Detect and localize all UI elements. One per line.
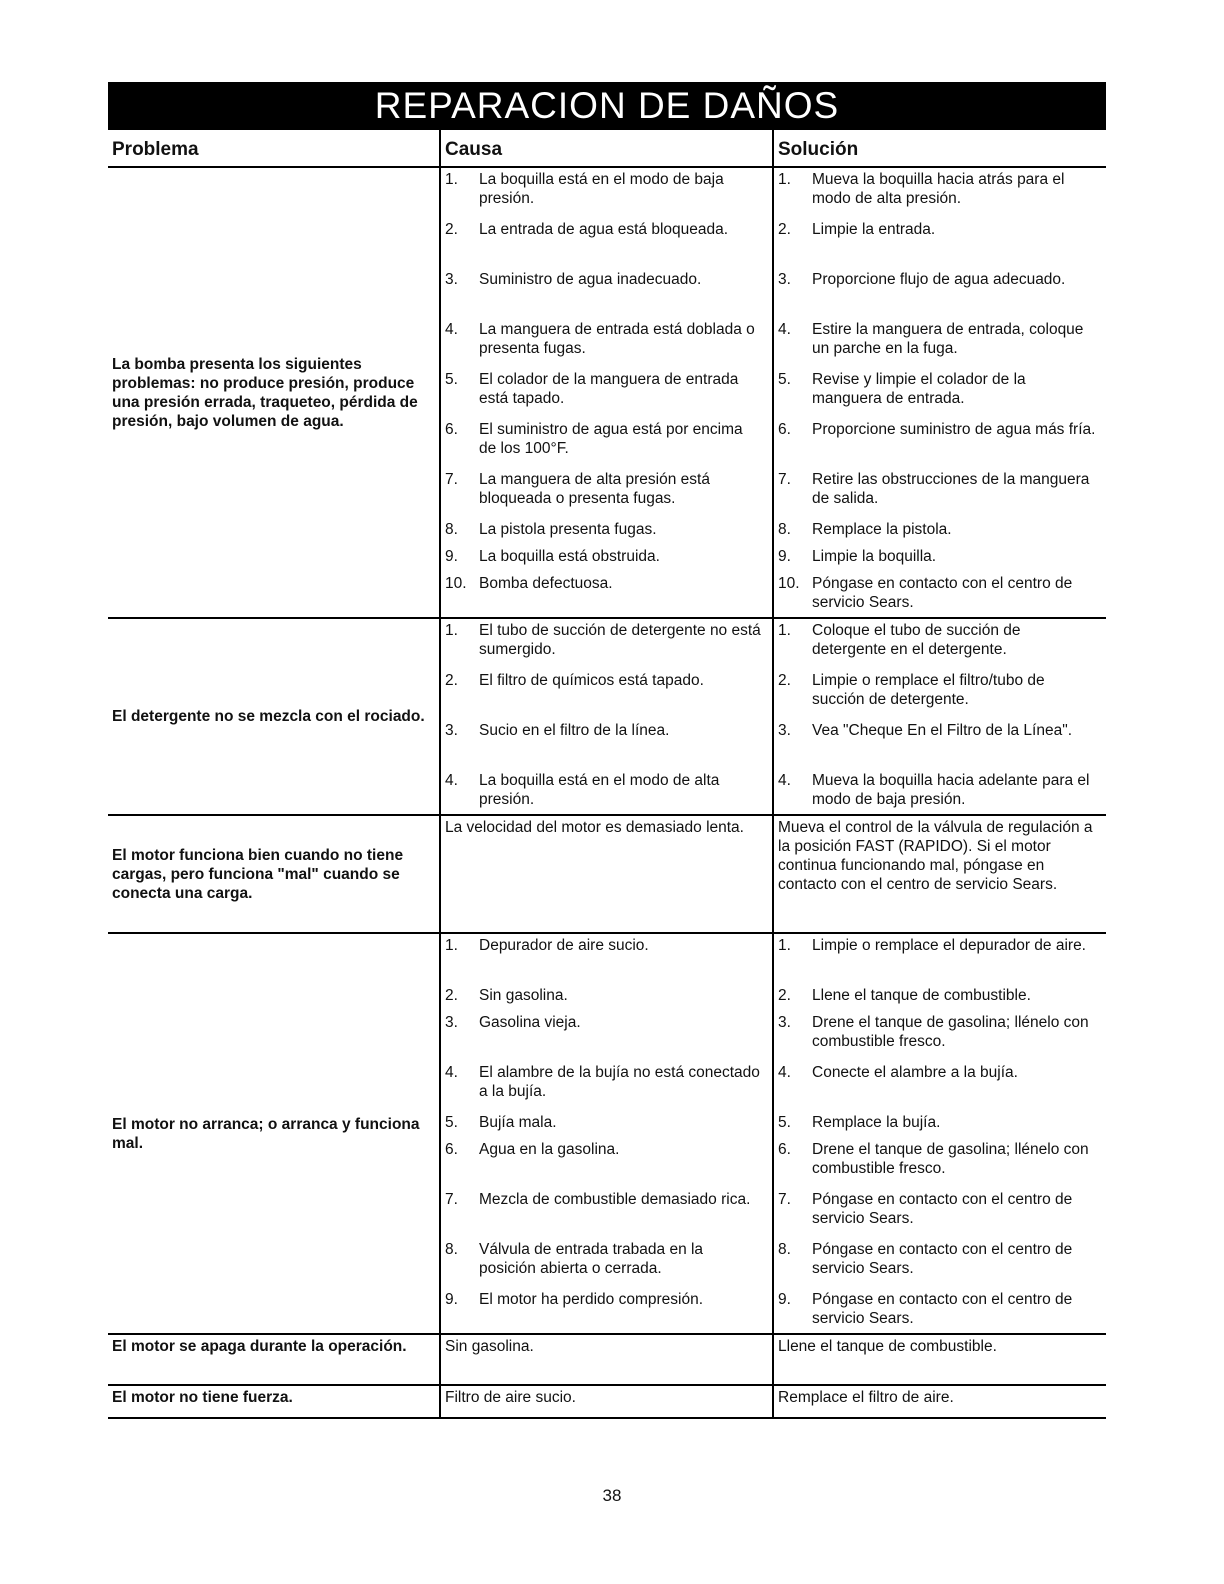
solution-text: Limpie o remplace el depurador de aire.	[812, 937, 1086, 954]
solution-text: Coloque el tubo de succión de detergente en el detergente.	[812, 622, 1021, 658]
cause-text: La velocidad del motor es demasiado lenta.	[445, 819, 744, 836]
table-header-row	[108, 130, 1106, 167]
solution-number: 1.	[778, 171, 791, 188]
solution-text: Proporcione flujo de agua adecuado.	[812, 271, 1066, 288]
page-title: REPARACION DE DAÑOS	[108, 82, 1106, 130]
solution-text: Llene el tanque de combustible.	[778, 1338, 997, 1355]
cause-text: La boquilla está obstruida.	[479, 548, 660, 565]
solution-number: 2.	[778, 987, 791, 1004]
problem-cell: La bomba presenta los siguientes problemas: no produce presión, produce una presión errada, traqueteo, pérdida de presión, bajo volumen de agua.	[108, 167, 440, 618]
cause-text: Bomba defectuosa.	[479, 575, 613, 592]
cause-number: 1.	[445, 171, 458, 188]
solution-text: Póngase en contacto con el centro de servicio Sears.	[812, 575, 1073, 611]
solution-number: 8.	[778, 521, 791, 538]
solution-text: Póngase en contacto con el centro de servicio Sears.	[812, 1291, 1073, 1327]
cause-item	[441, 1288, 772, 1333]
cause-number: 4.	[445, 772, 458, 789]
cause-number: 8.	[445, 521, 458, 538]
cause-text: La manguera de alta presión está bloqueada o presenta fugas.	[479, 471, 710, 507]
problem-cell: El motor no tiene fuerza.	[108, 1385, 440, 1418]
solution-item	[774, 984, 1106, 1011]
cause-text: El suministro de agua está por encima de los 100°F.	[479, 421, 743, 457]
solution-number: 4.	[778, 1064, 791, 1081]
cause-item	[441, 368, 772, 418]
solution-text: Drene el tanque de gasolina; llénelo con combustible fresco.	[812, 1141, 1089, 1177]
cause-number: 5.	[445, 371, 458, 388]
cause-item	[441, 1111, 772, 1138]
cause-item	[441, 619, 772, 669]
cause-item	[441, 572, 772, 617]
cause-text: Válvula de entrada trabada en la posición abierta o cerrada.	[479, 1241, 704, 1277]
cause-text: Sin gasolina.	[445, 1338, 534, 1355]
solution-text: Remplace la bujía.	[812, 1114, 941, 1131]
solution-text: Estire la manguera de entrada, coloque un parche en la fuga.	[812, 321, 1084, 357]
solution-text: Limpie la boquilla.	[812, 548, 937, 565]
cause-item	[441, 545, 772, 572]
solution-number: 9.	[778, 548, 791, 565]
solution-item	[774, 1111, 1106, 1138]
cause-item	[441, 1011, 772, 1061]
cause-item	[441, 268, 772, 318]
solution-item	[774, 1238, 1106, 1288]
cause-number: 3.	[445, 722, 458, 739]
solution-item	[774, 518, 1106, 545]
solution-item	[774, 468, 1106, 518]
solution-item	[774, 934, 1106, 984]
solution-number: 10.	[778, 575, 800, 592]
solution-text: Conecte el alambre a la bujía.	[812, 1064, 1018, 1081]
cause-number: 2.	[445, 987, 458, 1004]
table-row	[108, 933, 1106, 1334]
header-solution: Solución	[773, 130, 1106, 167]
cause-item	[441, 468, 772, 518]
solution-text: Póngase en contacto con el centro de servicio Sears.	[812, 1191, 1073, 1227]
cause-number: 3.	[445, 271, 458, 288]
solution-number: 7.	[778, 1191, 791, 1208]
table-row	[108, 1334, 1106, 1385]
solution-text: Retire las obstrucciones de la manguera de salida.	[812, 471, 1090, 507]
cause-cell	[440, 933, 773, 1334]
cause-number: 4.	[445, 321, 458, 338]
solution-text: Vea "Cheque En el Filtro de la Línea".	[812, 722, 1073, 739]
solution-item	[774, 168, 1106, 218]
cause-item	[441, 1188, 772, 1238]
solution-number: 3.	[778, 271, 791, 288]
solution-item	[774, 572, 1106, 617]
solution-number: 1.	[778, 622, 791, 639]
cause-item	[441, 669, 772, 719]
cause-cell	[440, 167, 773, 618]
solution-number: 6.	[778, 1141, 791, 1158]
cause-text: Gasolina vieja.	[479, 1014, 581, 1031]
cause-item	[441, 1061, 772, 1111]
cause-number: 3.	[445, 1014, 458, 1031]
solution-number: 8.	[778, 1241, 791, 1258]
cause-number: 5.	[445, 1114, 458, 1131]
solution-number: 4.	[778, 772, 791, 789]
solution-item	[774, 1188, 1106, 1238]
solution-number: 2.	[778, 672, 791, 689]
cause-item	[441, 418, 772, 468]
cause-item	[441, 1138, 772, 1188]
solution-number: 1.	[778, 937, 791, 954]
solution-item	[774, 619, 1106, 669]
solution-item	[774, 218, 1106, 268]
cause-text: Mezcla de combustible demasiado rica.	[479, 1191, 751, 1208]
cause-text: Bujía mala.	[479, 1114, 557, 1131]
solution-cell	[773, 618, 1106, 815]
cause-item	[441, 168, 772, 218]
cause-item	[441, 984, 772, 1011]
solution-text: Remplace la pistola.	[812, 521, 952, 538]
cause-cell	[440, 618, 773, 815]
solution-item	[774, 1011, 1106, 1061]
cause-text: Sin gasolina.	[479, 987, 568, 1004]
solution-number: 3.	[778, 722, 791, 739]
table-row	[108, 1385, 1106, 1418]
solution-number: 4.	[778, 321, 791, 338]
cause-cell	[440, 1385, 773, 1418]
cause-text: Filtro de aire sucio.	[445, 1389, 576, 1406]
solution-item	[774, 719, 1106, 769]
cause-item	[441, 934, 772, 984]
cause-text: La boquilla está en el modo de alta presión.	[479, 772, 720, 808]
cause-item	[441, 518, 772, 545]
solution-text: Limpie o remplace el filtro/tubo de succión de detergente.	[812, 672, 1045, 708]
solution-number: 6.	[778, 421, 791, 438]
header-problem: Problema	[108, 130, 440, 167]
solution-number: 9.	[778, 1291, 791, 1308]
solution-item	[774, 545, 1106, 572]
cause-text: Depurador de aire sucio.	[479, 937, 649, 954]
cause-item	[441, 1238, 772, 1288]
cause-text: La boquilla está en el modo de baja presión.	[479, 171, 724, 207]
solution-text: Póngase en contacto con el centro de servicio Sears.	[812, 1241, 1073, 1277]
cause-text: Sucio en el filtro de la línea.	[479, 722, 670, 739]
cause-item	[441, 769, 772, 814]
cause-number: 1.	[445, 937, 458, 954]
solution-cell	[773, 815, 1106, 933]
solution-item	[774, 1138, 1106, 1188]
cause-text: Agua en la gasolina.	[479, 1141, 620, 1158]
cause-cell	[440, 1334, 773, 1385]
cause-text: El alambre de la bujía no está conectado a la bujía.	[479, 1064, 760, 1100]
solution-text: Llene el tanque de combustible.	[812, 987, 1031, 1004]
cause-text: El colador de la manguera de entrada está tapado.	[479, 371, 739, 407]
solution-item	[774, 1288, 1106, 1333]
cause-number: 7.	[445, 471, 458, 488]
table-row	[108, 618, 1106, 815]
solution-cell	[773, 167, 1106, 618]
problem-cell: El motor funciona bien cuando no tiene cargas, pero funciona "mal" cuando se conecta una carga.	[108, 815, 440, 933]
solution-text: Remplace el filtro de aire.	[778, 1389, 954, 1406]
cause-text: Suministro de agua inadecuado.	[479, 271, 702, 288]
cause-number: 9.	[445, 1291, 458, 1308]
table-row	[108, 815, 1106, 933]
cause-text: La manguera de entrada está doblada o presenta fugas.	[479, 321, 755, 357]
page	[108, 82, 1106, 1419]
solution-number: 7.	[778, 471, 791, 488]
troubleshooting-table	[108, 130, 1106, 1419]
cause-number: 6.	[445, 421, 458, 438]
solution-number: 2.	[778, 221, 791, 238]
solution-item	[774, 368, 1106, 418]
cause-item	[441, 318, 772, 368]
table-row	[108, 167, 1106, 618]
cause-text: La entrada de agua está bloqueada.	[479, 221, 729, 238]
solution-text: Proporcione suministro de agua más fría.	[812, 421, 1096, 438]
problem-cell: El motor no arranca; o arranca y funciona mal.	[108, 933, 440, 1334]
solution-cell	[773, 1385, 1106, 1418]
cause-number: 8.	[445, 1241, 458, 1258]
solution-number: 5.	[778, 1114, 791, 1131]
problem-cell: El motor se apaga durante la operación.	[108, 1334, 440, 1385]
cause-text: El filtro de químicos está tapado.	[479, 672, 704, 689]
solution-text: Mueva la boquilla hacia atrás para el modo de alta presión.	[812, 171, 1065, 207]
problem-cell: El detergente no se mezcla con el rociado.	[108, 618, 440, 815]
solution-text: Drene el tanque de gasolina; llénelo con combustible fresco.	[812, 1014, 1089, 1050]
cause-number: 6.	[445, 1141, 458, 1158]
solution-number: 3.	[778, 1014, 791, 1031]
cause-number: 9.	[445, 548, 458, 565]
cause-number: 2.	[445, 672, 458, 689]
cause-text: La pistola presenta fugas.	[479, 521, 657, 538]
solution-text: Revise y limpie el colador de la manguera de entrada.	[812, 371, 1026, 407]
cause-number: 2.	[445, 221, 458, 238]
cause-text: El tubo de succión de detergente no está sumergido.	[479, 622, 761, 658]
solution-item	[774, 669, 1106, 719]
solution-text: Mueva la boquilla hacia adelante para el modo de baja presión.	[812, 772, 1090, 808]
solution-number: 5.	[778, 371, 791, 388]
table-body	[108, 167, 1106, 1418]
cause-number: 10.	[445, 575, 467, 592]
solution-text: Limpie la entrada.	[812, 221, 936, 238]
cause-number: 1.	[445, 622, 458, 639]
solution-item	[774, 318, 1106, 368]
cause-item	[441, 719, 772, 769]
header-cause: Causa	[440, 130, 773, 167]
solution-item	[774, 268, 1106, 318]
solution-cell	[773, 1334, 1106, 1385]
cause-text: El motor ha perdido compresión.	[479, 1291, 704, 1308]
cause-cell	[440, 815, 773, 933]
solution-item	[774, 1061, 1106, 1111]
solution-item	[774, 418, 1106, 468]
solution-cell	[773, 933, 1106, 1334]
page-number: 38	[602, 1486, 622, 1505]
solution-item	[774, 769, 1106, 814]
cause-number: 7.	[445, 1191, 458, 1208]
cause-item	[441, 218, 772, 268]
cause-number: 4.	[445, 1064, 458, 1081]
solution-text: Mueva el control de la válvula de regulación a la posición FAST (RAPIDO). Si el motor continua funcionando mal, póngase en contacto con el centro de servicio Sears.	[778, 819, 1093, 893]
